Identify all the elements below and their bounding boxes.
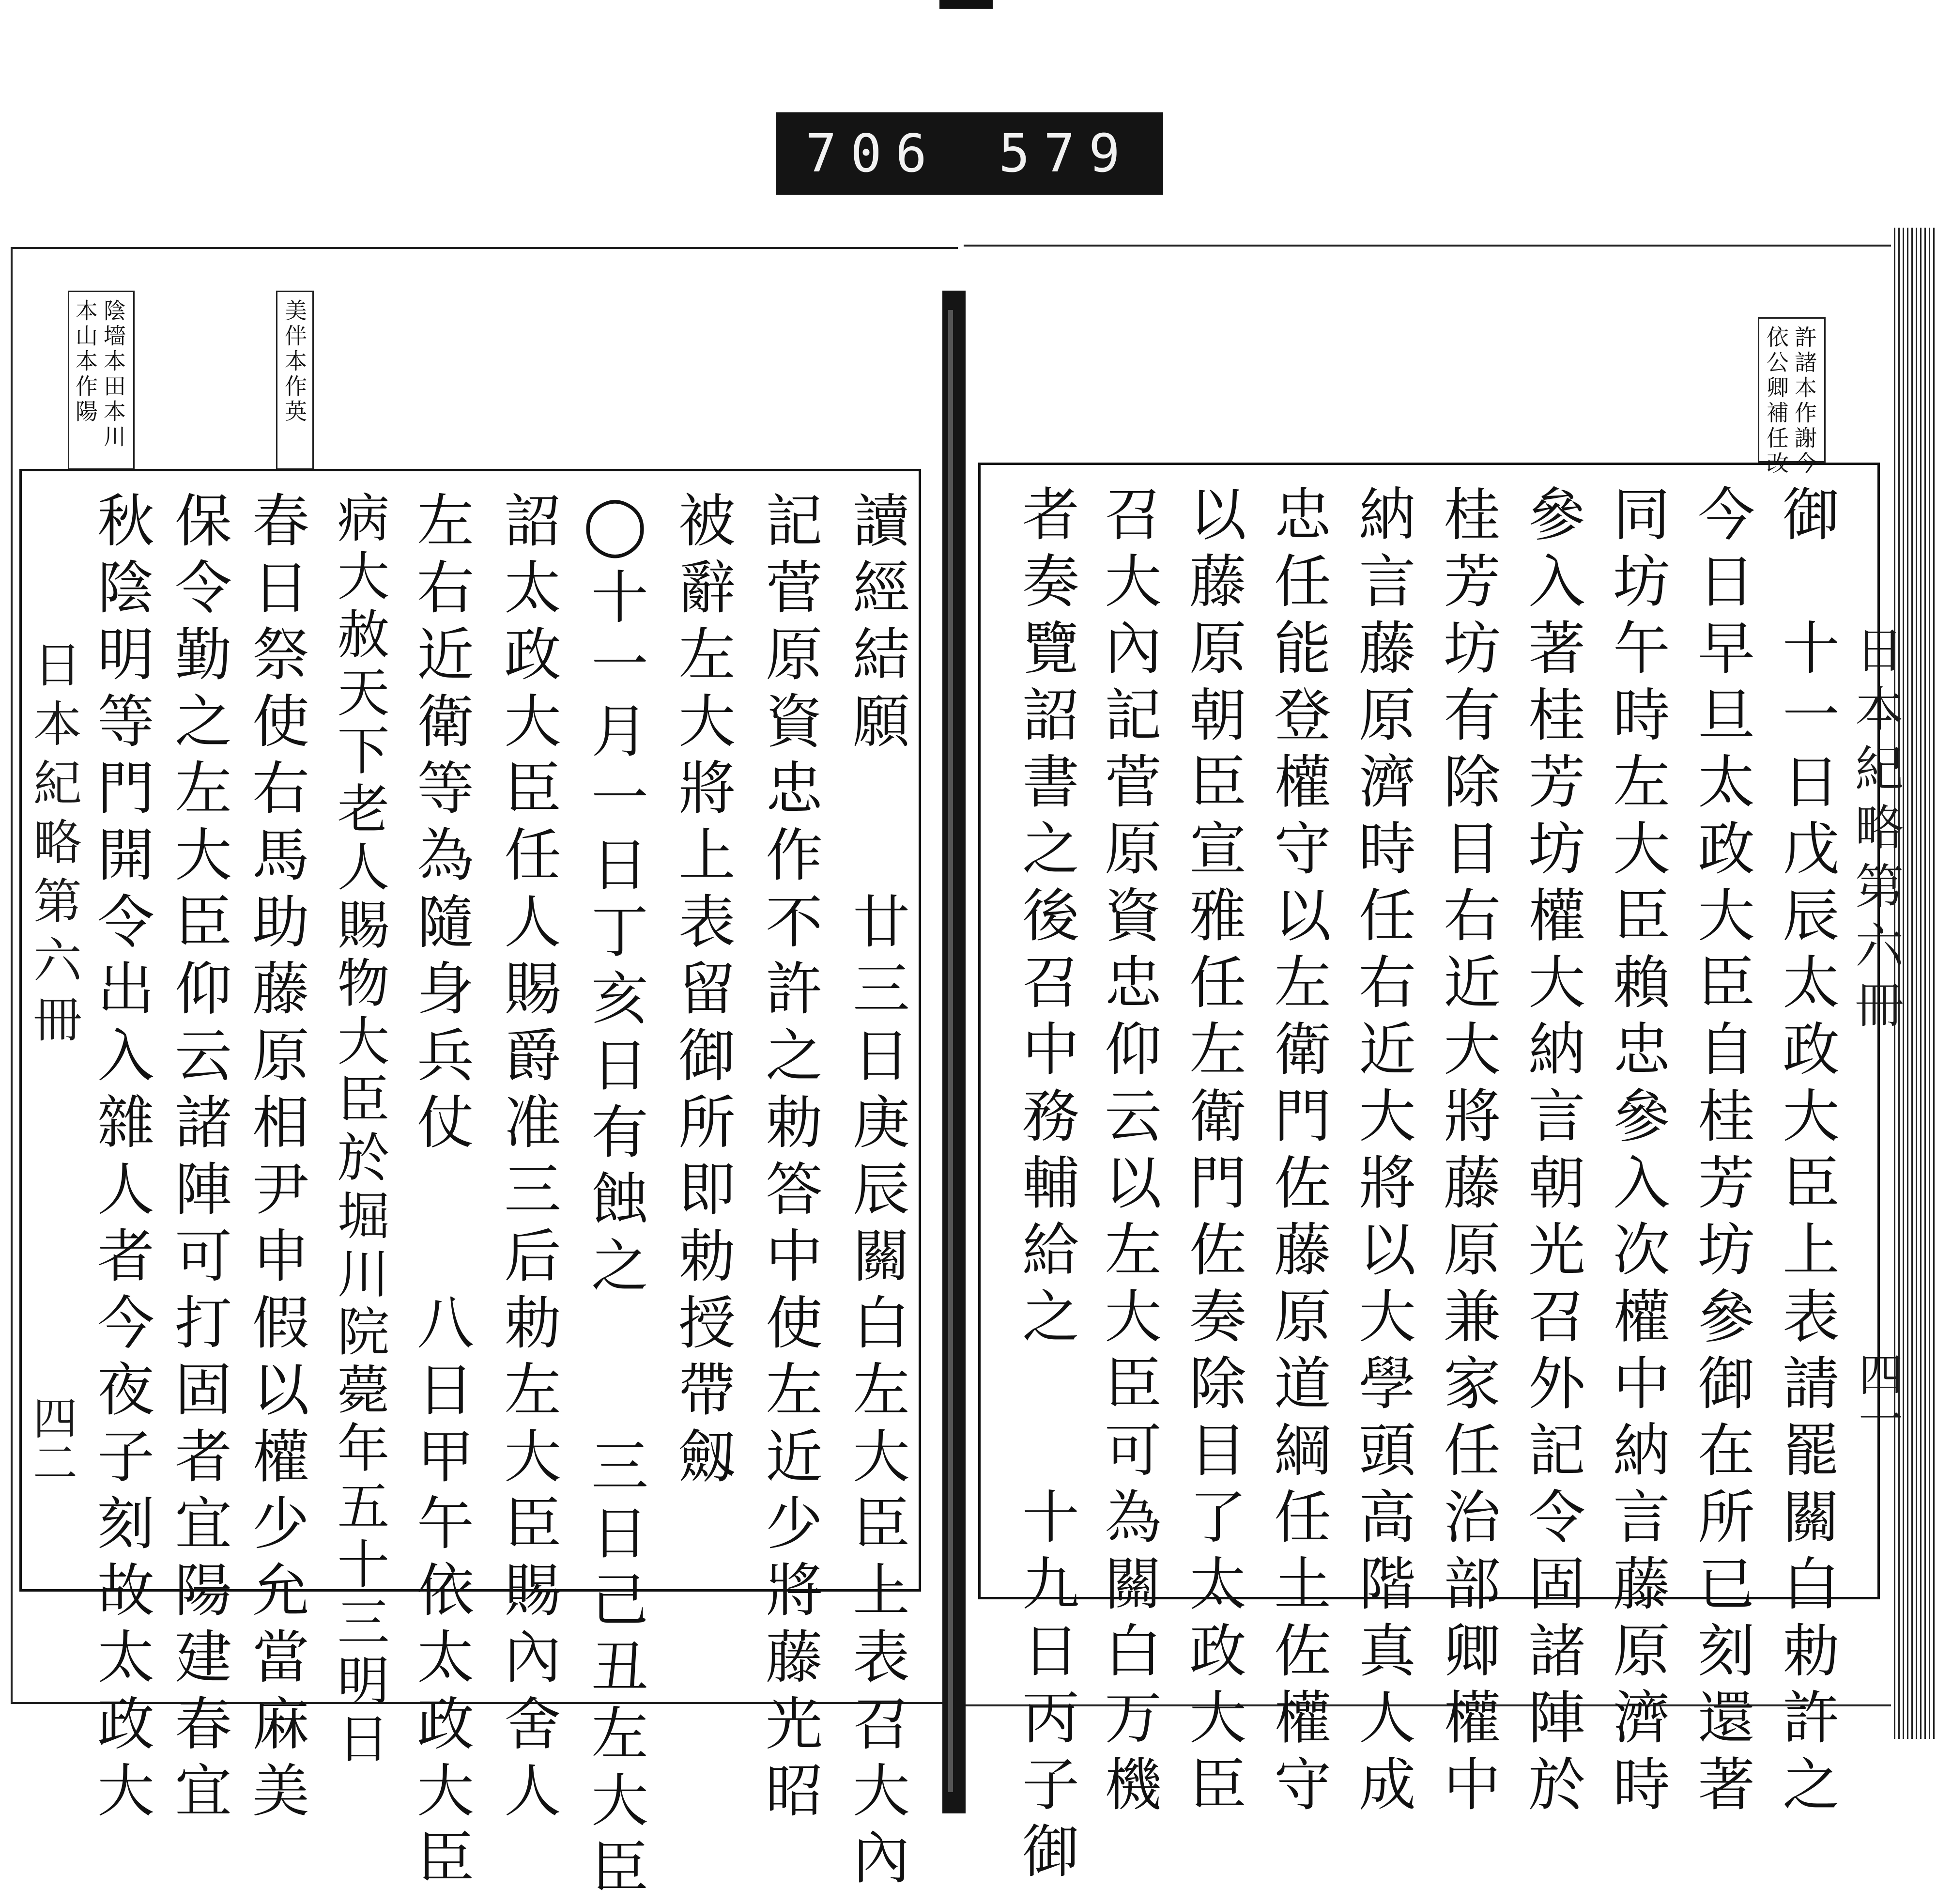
text-column: 詔太政大臣任人賜爵准三后勅左大臣賜內舍人 xyxy=(494,491,561,1827)
text-column: 今日早旦太政大臣自桂芳坊參御在所已刻還著 xyxy=(1688,484,1755,1821)
text-column: 召大內記菅原資忠仰云以左大臣可為關白万機 xyxy=(1095,484,1162,1821)
left-page-number: 四二 xyxy=(26,1395,77,1484)
top-binding-mark xyxy=(939,0,993,9)
text-column: 病大赦天下老人賜物大臣於堀川院薨年五十三明日 xyxy=(328,491,389,1769)
left-text-frame xyxy=(19,469,921,1904)
right-text-frame xyxy=(978,463,1880,1888)
text-column: 記菅原資忠作不許之勅答中使左近少將藤光昭 xyxy=(756,491,823,1827)
film-label-left: 706 xyxy=(805,123,940,184)
text-column: 同坊午時左大臣賴忠參入次權中納言藤原濟時 xyxy=(1603,484,1670,1821)
note-line: 許諸本作謝今 xyxy=(1791,325,1817,477)
book-spine xyxy=(942,291,966,1813)
text-column: 桂芳坊有除目右近大將藤原兼家任治部卿權中 xyxy=(1434,484,1501,1821)
left-margin-note-2 xyxy=(276,291,314,470)
text-column: 左右近衛等為隨身兵仗 八日甲午依太政大臣 xyxy=(407,491,474,1894)
text-column: 秋陰明等門開令出入雜人者今夜子刻故太政大 xyxy=(88,491,154,1827)
text-column: 參入著桂芳坊權大納言朝光召外記令固諸陣於 xyxy=(1519,484,1585,1821)
text-column: 春日祭使右馬助藤原相尹申假以權少允當麻美 xyxy=(243,491,309,1827)
text-column: 者奏覽詔書之後召中務輔給之 十九日丙子御 xyxy=(1013,484,1079,1888)
note-line: 美伴本作英 xyxy=(281,299,307,425)
text-column: ◯十一月一日丁亥日有蝕之 三日己丑左大臣 xyxy=(582,491,648,1904)
text-column: 忠任能登權守以左衛門佐藤原道綱任土佐權守 xyxy=(1264,484,1331,1821)
right-running-head: 日本紀略第六冊 xyxy=(1847,625,1904,1038)
text-column: 納言藤原濟時任右近大將以大學頭高階真人成 xyxy=(1349,484,1416,1821)
left-margin-note-1 xyxy=(68,291,135,470)
text-column: 御 十一日戊辰太政大臣上表請罷關白勅許之 xyxy=(1773,484,1840,1821)
text-column: 被辭左大將上表留御所即勅授帶劔 xyxy=(669,491,736,1493)
spine-highlight xyxy=(948,310,953,1792)
left-running-head: 日本紀略第六冊 xyxy=(25,639,82,1053)
film-label-right: 579 xyxy=(999,123,1134,184)
film-frame-label xyxy=(776,112,1163,195)
right-page-number: 四一 xyxy=(1851,1351,1903,1440)
text-column: 保令勤之左大臣仰云諸陣可打固者宜陽建春宜 xyxy=(165,491,232,1827)
text-column: 讀經結願 廿三日庚辰關白左大臣上表召大內 xyxy=(843,491,910,1894)
right-margin-note xyxy=(1758,317,1826,477)
note-line: 依公卿補任改 xyxy=(1763,325,1789,477)
note-line: 陰墻本田本川 xyxy=(100,299,126,450)
text-column: 以藤原朝臣宣雅任左衛門佐奏除目了太政大臣 xyxy=(1180,484,1246,1821)
note-line: 本山本作陽 xyxy=(72,299,98,425)
